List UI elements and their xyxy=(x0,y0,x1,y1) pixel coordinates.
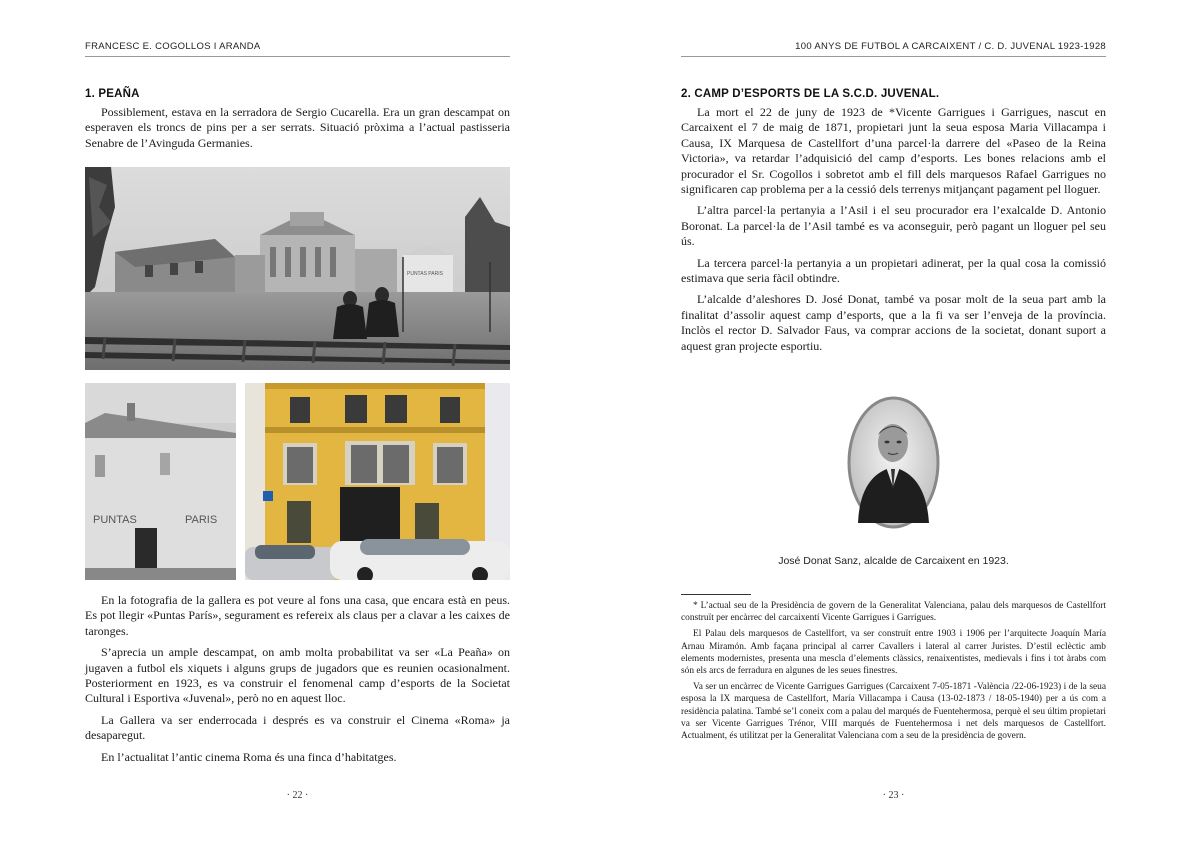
portrait-graphic xyxy=(846,395,941,530)
gallera-historic-photo xyxy=(85,167,510,370)
intro-paragraph: Possiblement, estava en la serradora de Sergio Cucarella. Era un gran descampat on esperaven els troncs de pins per a ser serrats. Situació pròxima a l’actual pastisseria Senabre de l’Avinguda Germanies. xyxy=(85,105,510,150)
body-paragraph-1: En la fotografia de la gallera es pot veure al fons una casa, que encara està en peus. Es pot llegir «Puntas París», segurament es refereix als claus per a clavar a les caixes de taronges. xyxy=(85,593,510,638)
yellow-building-graphic xyxy=(245,383,510,580)
section-heading-right: 2. CAMP D’ESPORTS DE LA S.C.D. JUVENAL. xyxy=(681,88,940,100)
sign-puntas: PUNTAS xyxy=(93,514,137,526)
footnotes xyxy=(681,600,1106,746)
portrait-caption: José Donat Sanz, alcalde de Carcaixent en 1923. xyxy=(778,555,1009,567)
yellow-building-photo xyxy=(245,383,510,580)
body-paragraph-2: L’altra parcel·la pertanyia a l’Asil i el seu procurador era l’exalcalde D. Antonio Boronat. La parcel·la de l’Asil també es va aconseguir, però pagant un lloguer pel seu ús. xyxy=(681,203,1106,249)
footnote-rule xyxy=(681,594,751,595)
right-page xyxy=(596,0,1191,842)
body-paragraph-2: S’aprecia un ample descampat, on amb molta probabilitat va ser «La Peaña» on jugaven a futbol els xiquets i alguns grups de jugadors que es reunien ocasionalment. Posteriorment en 1923, es va construir el fenomenal camp d’esports de la Societat Cultural i Esportiva «Juvenal», però no en aquest lloc. xyxy=(85,645,510,706)
page-number-right: · 23 · xyxy=(882,790,905,801)
header-rule xyxy=(85,56,510,57)
page-number-left: · 22 · xyxy=(286,790,309,801)
section-heading: 1. PEAÑA xyxy=(85,88,140,100)
body-paragraph-3: La tercera parcel·la pertanyia a un propietari adinerat, per la qual cosa la comissió estimava que seria fàcil obtindre. xyxy=(681,255,1106,286)
right-body-text xyxy=(681,105,1106,360)
intro-text xyxy=(85,105,510,157)
jose-donat-portrait xyxy=(846,395,941,530)
body-paragraph-4: L’alcalde d’aleshores D. José Donat, també va posar molt de la seua part amb la finalitat d’assolir aquest camp d’esports, que a la fi va ser l’enveja de la província. Inclòs el rector D. Salvador Faus, va comprar accions de la societat, donant suport a aquest gran projecte esportiu. xyxy=(681,292,1106,353)
header-rule-right xyxy=(681,56,1106,57)
house-sign-text: PUNTAS PARIS xyxy=(407,271,443,277)
footnote-1: * L’actual seu de la Presidència de govern de la Generalitat Valenciana, palau dels marquesos de Castellfort construït per encàrrec del carcaixentí Vicente Garrigues i Garrigues. xyxy=(681,601,1106,624)
gallera-photo-graphic xyxy=(85,167,510,370)
footnote-2: El Palau dels marquesos de Castellfort, va ser construït entre 1903 i 1906 per l’arquitecte Joaquín María Arnau Miramón. Amb façana principal al carrer Cavallers i lateral al carrer Juristes. D’estil eclèctic amb elements modernistes, presenta una mescla d’elements clàssics, renaixentistes, medievals i fins i tot àrabs com són els arcs de ferradura en algunes de les seues finestres. xyxy=(681,629,1106,677)
puntas-paris-detail-photo xyxy=(85,383,236,580)
puntas-paris-graphic xyxy=(85,383,236,580)
running-head-title: 100 ANYS DE FUTBOL A CARCAIXENT / C. D. JUVENAL 1923-1928 xyxy=(795,41,1106,52)
body-paragraph-1: La mort el 22 de juny de 1923 de *Vicente Garrigues i Garrigues, nascut en Carcaixent el 7 de maig de 1871, propietari junt la seua esposa Maria Villacampa i Causa, IX Marquesa de Castellfort d’una parcel·la darrere del «Paseo de la Reina Victoria», va retardar l’adquisició del camp d’esports. Les bones relacions amb el procurador el Sr. Cogollos i sobretot amb el fill dels marquesos Rafael Garrigues no significaren cap problema per a la cessió dels terrenys mitjançant pagament pel lloguer. xyxy=(681,105,1106,197)
sign-paris: PARIS xyxy=(185,514,218,526)
footnote-3: Va ser un encàrrec de Vicente Garrigues Garrigues (Carcaixent 7-05-1871 -València /22-06-1923) i de la seua esposa la IX marquesa de Castellfort, María Villacampa i Causa (13-02-1873 / 18-05-1940) per a ús com a residència palatina. També se’l coneix com a palau del marqués de Fuentehermosa, perquè el seu últim propietari va ser Vicente Garrigues Trénor, VIII marqués de Fuentehermosa i net dels marquesos de Castellfort. Actualment, és utilitzat per la Generalitat Valenciana com a seu de la presidència de govern. xyxy=(681,682,1106,742)
body-paragraph-4: En l’actualitat l’antic cinema Roma és una finca d’habitatges. xyxy=(101,749,397,764)
body-paragraph-3: La Gallera va ser enderrocada i després es va construir el Cinema «Roma» ja desaparegut. xyxy=(85,712,510,743)
running-head-author: FRANCESC E. COGOLLOS I ARANDA xyxy=(85,41,261,52)
left-page xyxy=(0,0,595,842)
left-body-text xyxy=(85,593,510,771)
